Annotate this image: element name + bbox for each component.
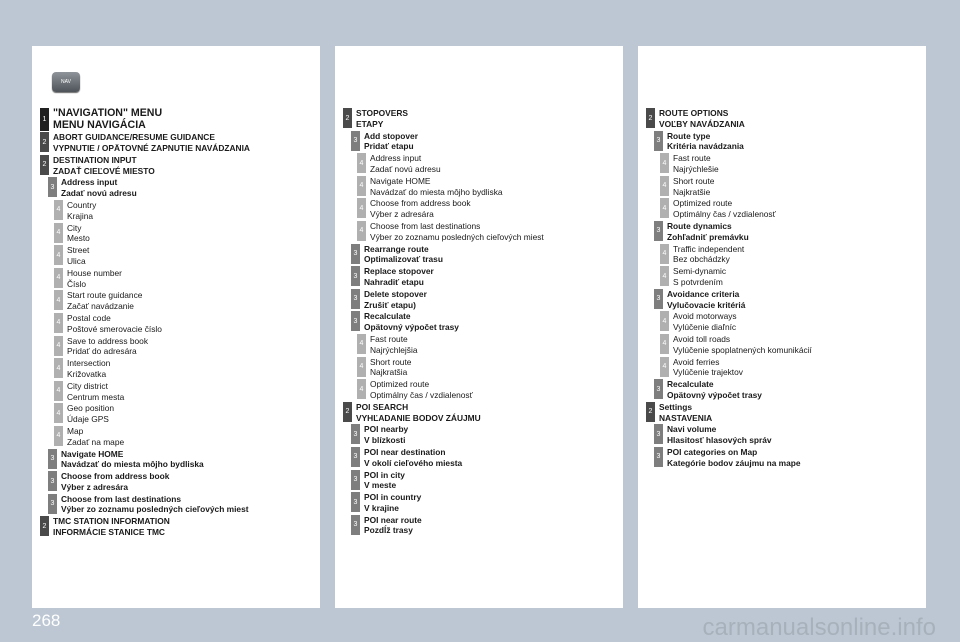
menu-item-label-en: Route type	[667, 130, 711, 141]
level-badge: 4	[660, 198, 669, 218]
menu-item-label-sk: Bez obchádzky	[673, 254, 730, 265]
menu-item-label-sk: V krajine	[364, 502, 399, 513]
menu-item-level-2	[40, 132, 316, 154]
menu-tree-column-3	[646, 108, 922, 470]
menu-item-label-en: Optimized route	[673, 198, 733, 209]
menu-item-label-sk: Kritéria navádzania	[667, 141, 744, 152]
menu-item-text	[370, 198, 471, 220]
level-badge: 2	[40, 132, 49, 152]
menu-item-label-en: Settings	[659, 401, 693, 412]
menu-item-label-en: Short route	[673, 175, 715, 186]
menu-item-text	[53, 132, 250, 154]
menu-panel-route-options	[638, 46, 926, 608]
menu-item-text	[67, 403, 114, 425]
menu-item-text	[673, 244, 744, 266]
menu-item-label-en: Fast route	[673, 153, 711, 164]
level-badge: 3	[351, 470, 360, 490]
watermark: carmanualsonline.info	[702, 614, 936, 641]
menu-item-text	[67, 245, 89, 267]
level-badge: 2	[343, 402, 352, 422]
menu-item-label-en: "NAVIGATION" MENU	[53, 107, 163, 119]
page-number: 268	[32, 611, 61, 630]
menu-item-label-sk: INFORMÁCIE STANICE TMC	[53, 527, 165, 538]
menu-item-label-en: Avoid toll roads	[673, 333, 731, 344]
menu-item-label-sk: Zrušiť etapu)	[364, 299, 416, 310]
menu-item-label-en: Street	[67, 245, 90, 256]
menu-item-label-en: Save to address book	[67, 335, 149, 346]
menu-item-level-3	[40, 471, 316, 493]
menu-item-text	[673, 198, 776, 220]
menu-item-level-4	[40, 426, 316, 448]
level-badge: 3	[654, 131, 663, 151]
menu-item-label-sk: Zadať novú adresu	[61, 188, 137, 199]
menu-item-label-en: Semi-dynamic	[673, 266, 727, 277]
menu-item-level-2	[646, 108, 922, 130]
menu-item-label-sk: NASTAVENIA	[659, 412, 713, 423]
menu-item-label-en: Rearrange route	[364, 243, 429, 254]
menu-item-label-en: Route dynamics	[667, 220, 732, 231]
menu-item-label-en: Geo position	[67, 403, 115, 414]
menu-item-level-4	[40, 245, 316, 267]
menu-item-level-3	[646, 131, 922, 153]
menu-item-text	[364, 311, 459, 333]
menu-item-label-sk: Zadať na mape	[67, 436, 125, 447]
menu-item-level-3	[646, 289, 922, 311]
menu-item-label-sk: Údaje GPS	[67, 414, 109, 425]
menu-item-label-en: Country	[67, 199, 97, 210]
menu-item-level-4	[40, 200, 316, 222]
menu-item-label-sk: ETAPY	[356, 118, 384, 129]
level-badge: 2	[646, 108, 655, 128]
menu-item-level-4	[646, 334, 922, 356]
menu-item-level-4	[40, 268, 316, 290]
menu-item-label-sk: Vylúčenie trajektov	[673, 367, 743, 378]
menu-item-label-en: Recalculate	[667, 379, 714, 390]
menu-item-label-sk: Ulica	[67, 255, 86, 266]
level-badge: 3	[48, 494, 57, 514]
menu-item-label-sk: VYHĽADANIE BODOV ZÁUJMU	[356, 412, 481, 423]
menu-item-label-en: Fast route	[370, 333, 408, 344]
menu-item-label-en: DESTINATION INPUT	[53, 154, 137, 165]
menu-item-level-4	[343, 379, 619, 401]
menu-item-level-3	[343, 447, 619, 469]
menu-item-level-4	[646, 153, 922, 175]
menu-item-label-sk: Optimálny čas / vzdialenosť	[370, 389, 473, 400]
menu-item-text	[53, 516, 170, 538]
menu-item-label-sk: Križovatka	[67, 368, 107, 379]
menu-item-label-en: Choose from address book	[370, 198, 471, 209]
menu-item-text	[67, 223, 90, 245]
menu-item-level-3	[343, 492, 619, 514]
level-badge: 4	[54, 426, 63, 446]
menu-item-label-en: TMC STATION INFORMATION	[53, 516, 170, 527]
menu-item-level-4	[343, 334, 619, 356]
menu-item-text	[61, 449, 204, 471]
menu-item-text	[356, 402, 481, 424]
menu-item-text	[67, 200, 96, 222]
menu-item-level-4	[40, 223, 316, 245]
menu-item-text	[67, 268, 122, 290]
menu-item-label-en: Choose from last destinations	[370, 220, 481, 231]
level-badge: 4	[357, 153, 366, 173]
menu-item-label-sk: Krajina	[67, 210, 94, 221]
menu-item-text	[53, 155, 155, 177]
menu-item-label-en: POI nearby	[364, 424, 409, 435]
level-badge: 3	[654, 379, 663, 399]
menu-item-text	[667, 447, 801, 469]
menu-item-text	[667, 379, 762, 401]
menu-item-text	[61, 177, 137, 199]
menu-item-label-sk: Číslo	[67, 278, 87, 289]
menu-item-label-sk: Najkratšia	[370, 367, 408, 378]
menu-item-label-sk: Navádzať do miesta môjho bydliska	[61, 459, 204, 470]
menu-item-level-3	[40, 494, 316, 516]
menu-item-level-3	[343, 470, 619, 492]
menu-item-text	[673, 176, 714, 198]
menu-item-level-3	[40, 177, 316, 199]
level-badge: 2	[646, 402, 655, 422]
menu-tree-column-2	[343, 108, 619, 537]
menu-item-level-4	[40, 313, 316, 335]
menu-item-text	[667, 289, 745, 311]
nav-button-icon: NAV	[52, 72, 80, 92]
menu-item-level-4	[40, 290, 316, 312]
level-badge: 3	[654, 289, 663, 309]
menu-item-label-en: House number	[67, 267, 122, 278]
menu-item-label-en: POI categories on Map	[667, 446, 758, 457]
level-badge: 4	[54, 200, 63, 220]
menu-item-text	[364, 244, 443, 266]
menu-panel-navigation	[32, 46, 320, 608]
level-badge: 4	[54, 290, 63, 310]
menu-item-label-sk: Nahradiť etapu	[364, 276, 424, 287]
menu-item-label-en: Avoid ferries	[673, 356, 720, 367]
menu-item-label-en: Short route	[370, 356, 412, 367]
menu-item-level-4	[646, 266, 922, 288]
level-badge: 3	[351, 266, 360, 286]
menu-item-level-4	[343, 198, 619, 220]
menu-item-text	[667, 131, 744, 153]
menu-tree-column-1	[40, 108, 316, 539]
menu-item-label-en: POI in country	[364, 492, 422, 503]
menu-item-label-en: POI near destination	[364, 446, 446, 457]
menu-item-label-en: Address input	[370, 153, 422, 164]
level-badge: 4	[54, 358, 63, 378]
menu-item-label-sk: Vylúčenie spoplatnených komunikácií	[673, 344, 812, 355]
menu-item-text	[364, 131, 418, 153]
menu-item-level-3	[343, 244, 619, 266]
level-badge: 3	[351, 515, 360, 535]
menu-item-label-en: Optimized route	[370, 379, 430, 390]
menu-item-text	[370, 176, 503, 198]
menu-item-label-sk: Navádzať do miesta môjho bydliska	[370, 186, 503, 197]
level-badge: 4	[660, 311, 669, 331]
level-badge: 4	[54, 381, 63, 401]
menu-item-label-en: Traffic independent	[673, 243, 745, 254]
level-badge: 4	[660, 266, 669, 286]
menu-item-level-3	[343, 131, 619, 153]
menu-item-label-en: Avoidance criteria	[667, 288, 740, 299]
menu-item-text	[61, 471, 169, 493]
menu-item-label-sk: Hlasitosť hlasových správ	[667, 435, 772, 446]
level-badge: 3	[351, 492, 360, 512]
menu-item-label-en: Address input	[61, 177, 118, 188]
menu-item-text	[67, 426, 124, 448]
menu-item-text	[67, 313, 162, 335]
menu-item-label-sk: Výber zo zoznamu posledných cieľových miest	[370, 231, 544, 242]
menu-item-label-sk: Zohľadniť premávku	[667, 231, 749, 242]
level-badge: 4	[54, 313, 63, 333]
menu-item-level-4	[646, 198, 922, 220]
menu-item-label-sk: Výber z adresára	[61, 481, 129, 492]
menu-item-label-en: City	[67, 222, 82, 233]
menu-item-label-en: POI SEARCH	[356, 401, 409, 412]
menu-item-text	[67, 358, 110, 380]
menu-item-text	[67, 381, 124, 403]
menu-item-label-en: POI in city	[364, 469, 405, 480]
menu-item-label-en: Intersection	[67, 358, 111, 369]
menu-item-level-4	[343, 221, 619, 243]
menu-item-label-sk: Optimálny čas / vzdialenosť	[673, 209, 776, 220]
menu-item-level-3	[343, 289, 619, 311]
menu-item-label-sk: Pozdĺž trasy	[364, 525, 413, 536]
menu-panel-stopovers	[335, 46, 623, 608]
level-badge: 4	[357, 334, 366, 354]
menu-item-label-en: Choose from address book	[61, 471, 170, 482]
menu-item-label-sk: Opätovný výpočet trasy	[667, 389, 762, 400]
menu-item-text	[67, 336, 148, 358]
level-badge: 3	[351, 424, 360, 444]
menu-item-text	[659, 108, 745, 130]
menu-item-label-sk: Najrýchlejšia	[370, 344, 418, 355]
level-badge: 3	[654, 447, 663, 467]
level-badge: 4	[357, 221, 366, 241]
menu-item-text	[364, 447, 462, 469]
level-badge: 4	[357, 357, 366, 377]
menu-item-level-3	[343, 266, 619, 288]
menu-item-level-2	[343, 108, 619, 130]
level-badge: 4	[54, 403, 63, 423]
menu-item-label-sk: VOĽBY NAVÁDZANIA	[659, 118, 745, 129]
menu-item-label-sk: S potvrdením	[673, 276, 723, 287]
menu-item-label-en: Navigate HOME	[370, 175, 431, 186]
menu-item-text	[370, 221, 544, 243]
menu-item-label-sk: Mesto	[67, 233, 90, 244]
menu-item-label-en: POI near route	[364, 514, 422, 525]
menu-item-level-4	[646, 176, 922, 198]
level-badge: 4	[357, 379, 366, 399]
level-badge: 4	[660, 357, 669, 377]
level-badge: 3	[48, 449, 57, 469]
menu-item-label-sk: Kategórie bodov záujmu na mape	[667, 457, 801, 468]
menu-item-label-sk: MENU NAVIGÁCIA	[53, 118, 146, 131]
menu-item-label-en: Postal code	[67, 312, 111, 323]
level-badge: 4	[54, 223, 63, 243]
menu-item-level-3	[646, 447, 922, 469]
menu-item-text	[370, 153, 441, 175]
menu-item-label-sk: Vylúčenie diaľníc	[673, 322, 737, 333]
menu-item-label-sk: Najrýchlešie	[673, 163, 719, 174]
menu-item-label-sk: VYPNUTIE / OPÄTOVNÉ ZAPNUTIE NAVÁDZANIA	[53, 142, 250, 153]
level-badge: 4	[660, 334, 669, 354]
level-badge: 3	[351, 289, 360, 309]
menu-item-text	[364, 492, 421, 514]
level-badge: 4	[660, 153, 669, 173]
menu-item-label-en: Start route guidance	[67, 290, 143, 301]
menu-item-text	[370, 379, 473, 401]
menu-item-label-en: STOPOVERS	[356, 108, 408, 118]
level-badge: 2	[343, 108, 352, 128]
level-badge: 4	[357, 176, 366, 196]
level-badge: 3	[654, 221, 663, 241]
menu-item-label-sk: V meste	[364, 480, 397, 491]
menu-item-level-4	[343, 176, 619, 198]
menu-item-label-sk: V okolí cieľového miesta	[364, 457, 463, 468]
menu-item-label-en: Choose from last destinations	[61, 493, 182, 504]
menu-item-label-en: Navigate HOME	[61, 448, 124, 459]
menu-item-text	[370, 357, 411, 379]
menu-item-level-2	[646, 402, 922, 424]
level-badge: 1	[40, 108, 49, 131]
level-badge: 3	[48, 177, 57, 197]
menu-item-text	[667, 424, 772, 446]
menu-item-level-4	[343, 357, 619, 379]
menu-item-text	[673, 153, 719, 175]
menu-item-level-4	[40, 403, 316, 425]
menu-item-label-sk: Optimalizovať trasu	[364, 254, 443, 265]
level-badge: 3	[351, 311, 360, 331]
menu-item-text	[370, 334, 417, 356]
menu-item-level-4	[646, 357, 922, 379]
menu-item-level-2	[343, 402, 619, 424]
level-badge: 3	[351, 131, 360, 151]
level-badge: 4	[357, 198, 366, 218]
menu-item-label-en: Map	[67, 425, 84, 436]
menu-item-label-sk: Zadať novú adresu	[370, 163, 441, 174]
menu-item-label-sk: Centrum mesta	[67, 391, 125, 402]
menu-item-label-sk: Výber zo zoznamu posledných cieľových miest	[61, 504, 249, 515]
menu-item-label-sk: Pridať etapu	[364, 141, 414, 152]
menu-item-label-en: ROUTE OPTIONS	[659, 108, 729, 118]
level-badge: 3	[351, 244, 360, 264]
menu-item-label-sk: Opätovný výpočet trasy	[364, 322, 459, 333]
menu-item-label-en: City district	[67, 380, 108, 391]
menu-item-text	[61, 494, 249, 516]
menu-item-text	[673, 311, 737, 333]
menu-item-level-3	[646, 379, 922, 401]
menu-item-level-2	[40, 155, 316, 177]
menu-item-text	[364, 515, 422, 537]
menu-item-text	[364, 289, 427, 311]
menu-item-text	[364, 424, 408, 446]
level-badge: 3	[48, 471, 57, 491]
menu-item-label-sk: Pridať do adresára	[67, 346, 137, 357]
level-badge: 4	[660, 176, 669, 196]
menu-item-level-3	[343, 311, 619, 333]
level-badge: 4	[54, 245, 63, 265]
menu-item-level-2	[40, 516, 316, 538]
menu-item-text	[53, 108, 162, 131]
menu-item-label-sk: ZADAŤ CIEĽOVÉ MIESTO	[53, 165, 155, 176]
menu-item-label-en: Add stopover	[364, 130, 418, 141]
menu-item-level-3	[40, 449, 316, 471]
level-badge: 4	[54, 268, 63, 288]
menu-item-label-en: Avoid motorways	[673, 311, 737, 322]
menu-item-level-1	[40, 108, 316, 131]
menu-item-level-4	[40, 358, 316, 380]
menu-item-label-sk: Vylučovacie kritériá	[667, 299, 746, 310]
menu-item-text	[364, 266, 434, 288]
menu-item-level-4	[40, 336, 316, 358]
menu-item-label-en: Recalculate	[364, 311, 411, 322]
level-badge: 2	[40, 516, 49, 536]
menu-item-text	[673, 266, 726, 288]
menu-item-level-3	[646, 221, 922, 243]
menu-item-label-sk: Výber z adresára	[370, 209, 434, 220]
menu-item-text	[667, 221, 749, 243]
menu-item-label-en: Delete stopover	[364, 288, 427, 299]
menu-item-level-3	[646, 424, 922, 446]
menu-item-text	[356, 108, 408, 130]
menu-item-level-4	[646, 244, 922, 266]
level-badge: 4	[54, 336, 63, 356]
menu-item-level-3	[343, 424, 619, 446]
menu-item-text	[364, 470, 405, 492]
menu-item-text	[659, 402, 712, 424]
menu-item-level-4	[40, 381, 316, 403]
menu-item-label-sk: Najkratšie	[673, 186, 711, 197]
menu-item-label-sk: Začať navádzanie	[67, 301, 134, 312]
menu-item-level-4	[343, 153, 619, 175]
level-badge: 3	[351, 447, 360, 467]
level-badge: 2	[40, 155, 49, 175]
menu-item-label-en: ABORT GUIDANCE/RESUME GUIDANCE	[53, 132, 215, 143]
menu-item-text	[673, 357, 743, 379]
menu-item-label-sk: V blízkosti	[364, 435, 406, 446]
menu-item-label-sk: Poštové smerovacie číslo	[67, 323, 162, 334]
menu-item-label-en: Replace stopover	[364, 266, 434, 277]
menu-item-text	[673, 334, 812, 356]
menu-item-level-3	[343, 515, 619, 537]
menu-item-label-en: Navi volume	[667, 424, 717, 435]
menu-item-level-4	[646, 311, 922, 333]
level-badge: 4	[660, 244, 669, 264]
level-badge: 3	[654, 424, 663, 444]
menu-item-text	[67, 290, 142, 312]
